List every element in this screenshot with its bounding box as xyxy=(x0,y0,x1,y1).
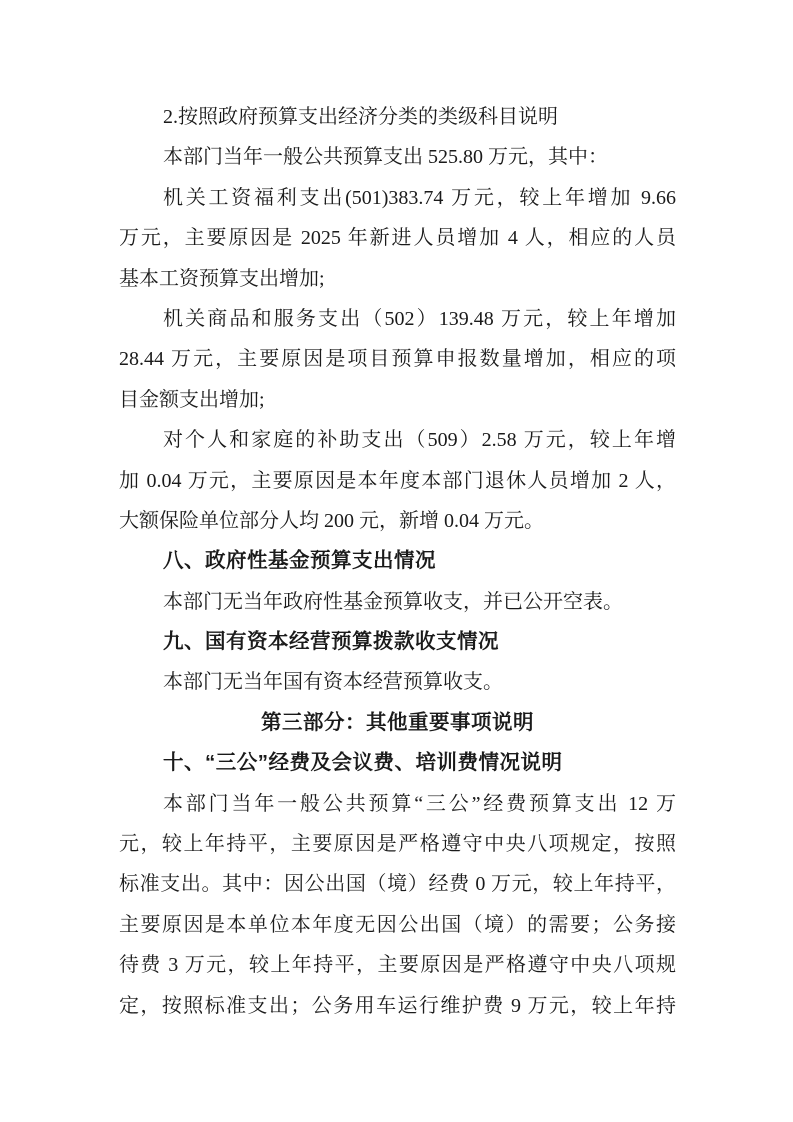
goods-services-expense-paragraph-line-1: 机关商品和服务支出（502）139.48 万元，较上年增加 xyxy=(163,307,676,330)
section-10-heading: 十、“三公”经费及会议费、培训费情况说明 xyxy=(163,751,563,775)
three-public-funds-paragraph-line-1: 本部门当年一般公共预算“三公”经费预算支出 12 万 xyxy=(163,792,676,815)
three-public-funds-paragraph-line-2: 元，较上年持平，主要原因是严格遵守中央八项规定，按照 xyxy=(119,833,676,856)
section-9-paragraph: 本部门无当年国有资本经营预算收支。 xyxy=(163,671,503,694)
individual-family-subsidy-paragraph-line-2: 加 0.04 万元，主要原因是本年度本部门退休人员增加 2 人， xyxy=(119,469,676,492)
goods-services-expense-paragraph-line-3: 目金额支出增加; xyxy=(119,388,265,411)
section-9-heading: 九、国有资本经营预算拨款收支情况 xyxy=(163,630,499,654)
three-public-funds-paragraph-line-4: 主要原因是本单位本年度无因公出国（境）的需要；公务接 xyxy=(119,913,676,936)
three-public-funds-paragraph-line-5: 待费 3 万元，较上年持平，主要原因是严格遵守中央八项规 xyxy=(119,954,676,977)
three-public-funds-paragraph-line-6: 定，按照标准支出；公务用车运行维护费 9 万元，较上年持 xyxy=(119,994,676,1017)
wage-welfare-expense-paragraph-line-2: 万元，主要原因是 2025 年新进人员增加 4 人，相应的人员 xyxy=(119,227,676,250)
wage-welfare-expense-paragraph-line-3: 基本工资预算支出增加; xyxy=(119,267,325,290)
budget-total-paragraph: 本部门当年一般公共预算支出 525.80 万元，其中： xyxy=(163,146,608,169)
section-8-paragraph: 本部门无当年政府性基金预算收支，并已公开空表。 xyxy=(163,590,623,613)
subsection-2-heading: 2.按照政府预算支出经济分类的类级科目说明 xyxy=(163,106,558,128)
part-3-title: 第三部分：其他重要事项说明 xyxy=(261,710,534,734)
three-public-funds-paragraph-line-3: 标准支出。其中：因公出国（境）经费 0 万元，较上年持平， xyxy=(119,873,676,896)
document-text-block xyxy=(119,97,676,1026)
wage-welfare-expense-paragraph-line-1: 机关工资福利支出(501)383.74 万元，较上年增加 9.66 xyxy=(163,186,676,209)
individual-family-subsidy-paragraph-line-1: 对个人和家庭的补助支出（509）2.58 万元，较上年增 xyxy=(163,429,676,452)
individual-family-subsidy-paragraph-line-3: 大额保险单位部分人均 200 元，新增 0.04 万元。 xyxy=(119,509,544,532)
section-8-heading: 八、政府性基金预算支出情况 xyxy=(163,549,436,573)
goods-services-expense-paragraph-line-2: 28.44 万元，主要原因是项目预算申报数量增加，相应的项 xyxy=(119,348,676,371)
